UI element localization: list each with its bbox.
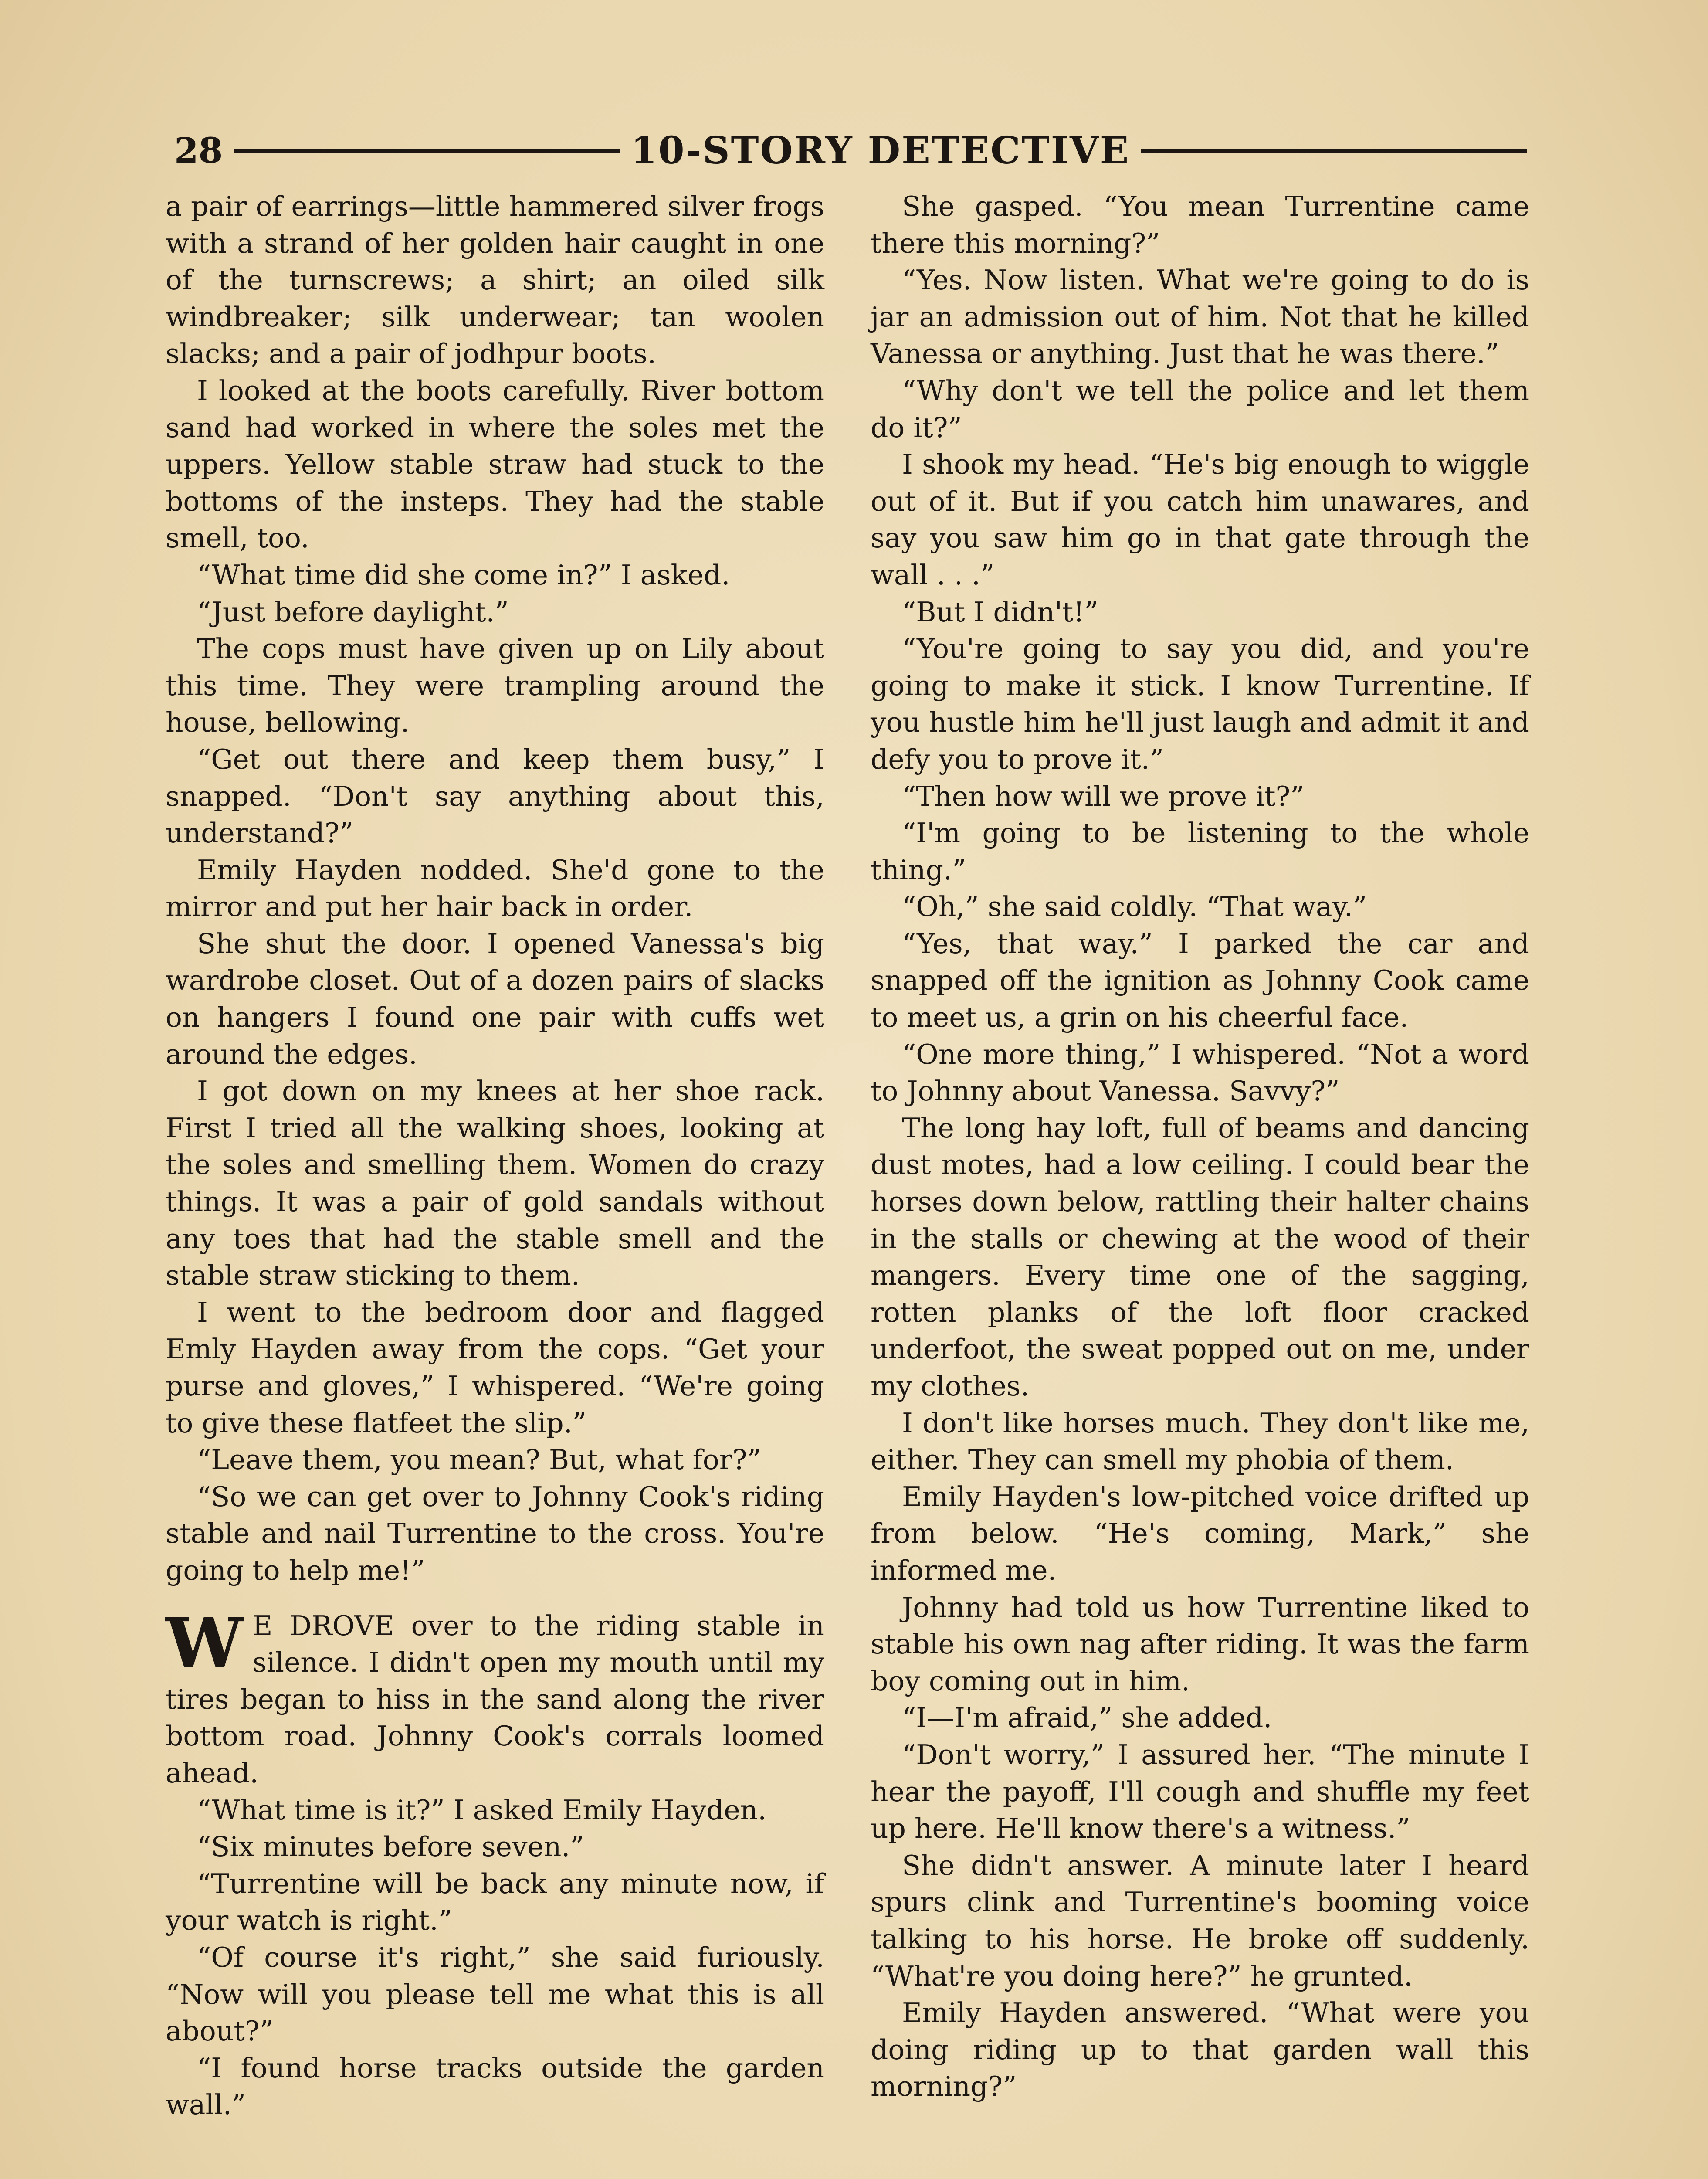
paragraph: Emily Hayden's low-pitched voice drifted up from below. “He's coming, Mark,” she informed me. — [871, 1480, 1529, 1586]
paragraph: a pair of earrings—little hammered silver frogs with a strand of her golden hair caught in one of the turnscrews; a shirt; an oiled silk windbreaker; silk underwear; tan woolen slacks; and a pair of jodhpur boots. — [166, 190, 824, 370]
paragraph: She shut the door. I opened Vanessa's big wardrobe closet. Out of a dozen pairs of slacks on hangers I found one pair with cuffs wet around the edges. — [166, 927, 824, 1070]
paragraph: “So we can get over to Johnny Cook's riding stable and nail Turrentine to the cross. You're going to help me!” — [166, 1480, 824, 1586]
paragraph: “Turrentine will be back any minute now, if your watch is right.” — [166, 1867, 824, 1937]
paragraph: She gasped. “You mean Turrentine came there this morning?” — [871, 190, 1529, 259]
paragraph: “One more thing,” I whispered. “Not a word to Johnny about Vanessa. Savvy?” — [871, 1038, 1529, 1107]
header-rule-left — [234, 149, 620, 153]
paragraph: “Don't worry,” I assured her. “The minute I hear the payoff, I'll cough and shuffle my feet up here. He'll know there's a witness.” — [871, 1738, 1529, 1845]
paragraph: I shook my head. “He's big enough to wiggle out of it. But if you catch him unawares, and say you saw him go in that gate through the wall . . .” — [871, 448, 1529, 591]
paragraph: Emily Hayden nodded. She'd gone to the mirror and put her hair back in order. — [166, 854, 824, 923]
right-column — [871, 188, 1529, 2105]
paragraph: The cops must have given up on Lily about this time. They were trampling around the house, bellowing. — [166, 633, 824, 739]
paragraph: I got down on my knees at her shoe rack. First I tried all the walking shoes, looking at the soles and smelling them. Women do crazy things. It was a pair of gold sandals without any toes that had the stable smell and the stable straw sticking to them. — [166, 1075, 824, 1292]
drop-cap: W — [166, 1603, 243, 1684]
paragraph: “Leave them, you mean? But, what for?” — [197, 1444, 761, 1476]
paragraph: I went to the bedroom door and flagged Emly Hayden away from the cops. “Get your purse and gloves,” I whispered. “We're going to give these flatfeet the slip.” — [166, 1296, 824, 1439]
paragraph: Emily Hayden answered. “What were you doing riding up to that garden wall this morning?” — [871, 1997, 1529, 2103]
paragraph: “But I didn't!” — [902, 596, 1098, 628]
paragraph: “Of course it's right,” she said furiously. “Now will you please tell me what this is all about?” — [166, 1941, 824, 2047]
paragraph: She didn't answer. A minute later I heard spurs clink and Turrentine's booming voice talking to his horse. He broke off suddenly. “What're you doing here?” he grunted. — [871, 1849, 1529, 1992]
paragraph: “What time did she come in?” I asked. — [197, 559, 730, 591]
paragraph: I looked at the boots carefully. River bottom sand had worked in where the soles met the uppers. Yellow stable straw had stuck to the bottoms of the insteps. They had the stable smell, too. — [166, 374, 824, 554]
paragraph: “Then how will we prove it?” — [902, 780, 1305, 812]
paragraph: “Yes. Now listen. What we're going to do is jar an admission out of him. Not that he killed Vanessa or anything. Just that he was there.” — [871, 264, 1529, 370]
page-number: 28 — [174, 130, 223, 171]
paragraph: “Why don't we tell the police and let them do it?” — [871, 374, 1529, 444]
paragraph: “Get out there and keep them busy,” I snapped. “Don't say anything about this, understand?” — [166, 743, 824, 849]
page-header — [174, 126, 1538, 174]
paragraph: “What time is it?” I asked Emily Hayden. — [197, 1794, 767, 1826]
paragraph: “You're going to say you did, and you're going to make it stick. I know Turrentine. If you hustle him he'll just laugh and admit it and defy you to prove it.” — [871, 633, 1529, 775]
paragraph: Johnny had told us how Turrentine liked to stable his own nag after riding. It was the farm boy coming out in him. — [871, 1591, 1529, 1697]
paragraph: “I found horse tracks outside the garden wall.” — [166, 2052, 824, 2121]
section-opening-text: E DROVE over to the riding stable in silence. I didn't open my mouth until my tires began to hiss in the sand along the river bottom road. Johnny Cook's corrals loomed ahead. — [166, 1609, 824, 1789]
paragraph: “Yes, that way.” I parked the car and snapped off the ignition as Johnny Cook came to meet us, a grin on his cheerful face. — [871, 927, 1529, 1034]
paragraph: I don't like horses much. They don't like me, either. They can smell my phobia of them. — [871, 1407, 1529, 1476]
paragraph: “I—I'm afraid,” she added. — [902, 1702, 1272, 1734]
header-rule-right — [1141, 149, 1527, 153]
paragraph: “Oh,” she said coldly. “That way.” — [902, 891, 1367, 923]
section-opening-paragraph — [166, 1603, 824, 1792]
paragraph: “Six minutes before seven.” — [197, 1831, 584, 1863]
paragraph: The long hay loft, full of beams and dancing dust motes, had a low ceiling. I could bear the horses down below, rattling their halter chains in the stalls or chewing at the wood of their mangers. Every time one of the sagging, rotten planks of the loft floor cracked underfoot, the sweat popped out on me, under my clothes. — [871, 1112, 1529, 1402]
left-column — [166, 188, 824, 2124]
paragraph: “I'm going to be listening to the whole thing.” — [871, 817, 1529, 886]
paragraph: “Just before daylight.” — [197, 596, 509, 628]
magazine-title: 10-STORY DETECTIVE — [631, 128, 1130, 173]
